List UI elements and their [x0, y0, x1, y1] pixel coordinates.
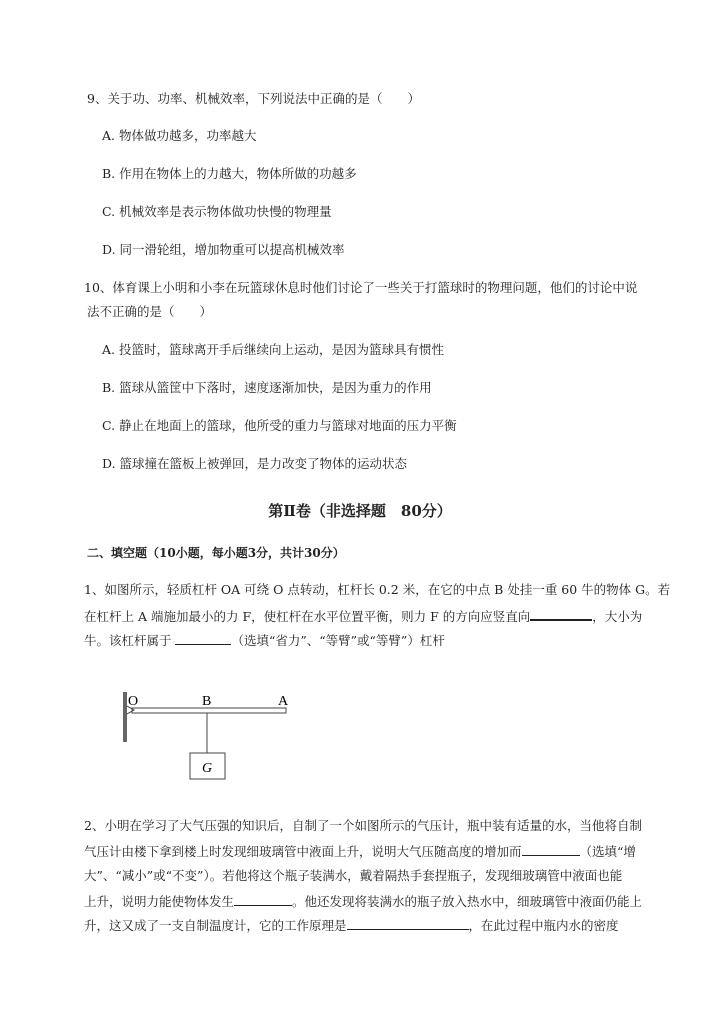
answer-blank[interactable]: [347, 917, 469, 930]
label-b: B: [202, 694, 212, 709]
subsection-heading: 二、填空题（10小题，每小题3分，共计30分）: [87, 546, 345, 560]
text: 牛。该杠杆属于: [84, 633, 176, 648]
q9-option-b: B. 作用在物体上的力越大，物体所做的功越多: [102, 166, 357, 181]
text: （选填“省力”、“等臂”或“等臂”）杠杆: [231, 633, 445, 648]
text: 升，这又成了一支自制温度计，它的工作原理是: [84, 918, 347, 933]
fill-q1-line3: [84, 632, 445, 649]
answer-blank[interactable]: [234, 893, 292, 906]
q10-option-a: A. 投篮时，篮球离开手后继续向上运动，是因为篮球具有惯性: [102, 342, 444, 357]
text: 。他还发现将装满水的瓶子放入热水中，细玻璃管中液面仍能上: [292, 894, 643, 909]
fill-q2-line2: [84, 843, 636, 860]
fill-q2-line5: [84, 917, 619, 934]
text: 在杠杆上 A 端施加最小的力 F，使杠杆在水平位置平衡，则力 F 的方向应竖直向: [84, 609, 531, 624]
question-10-stem-line1: 10、体育课上小明和小李在玩篮球休息时他们讨论了一些关于打篮球时的物理问题，他们的讨论中说: [84, 280, 638, 295]
text: （选填“增: [579, 844, 636, 859]
wall: [123, 692, 127, 742]
label-o: O: [128, 694, 139, 709]
answer-blank[interactable]: [175, 632, 231, 645]
fill-q2-line3: 大”、“减小”或“不变”）。若他将这个瓶子装满水，戴着隔热手套捏瓶子，发现细玻璃管中液面也能: [84, 868, 623, 883]
q10-option-d: D. 篮球撞在篮板上被弹回，是力改变了物体的运动状态: [102, 456, 408, 471]
label-g: G: [202, 761, 213, 776]
fill-q1-line1: 1、如图所示，轻质杠杆 OA 可绕 O 点转动，杠杆长 0.2 米，在它的中点 B 处挂一重 60 牛的物体 G。若: [84, 582, 671, 597]
fill-q1-line2: [84, 607, 642, 625]
question-9-stem: 9、关于功、功率、机械效率，下列说法中正确的是（ ）: [87, 91, 420, 106]
q10-option-c: C. 静止在地面上的篮球，他所受的重力与篮球对地面的压力平衡: [102, 418, 457, 433]
text: ，在此过程中瓶内水的密度: [468, 918, 619, 933]
q9-option-c: C. 机械效率是表示物体做功快慢的物理量: [102, 204, 332, 219]
fill-q2-line1: 2、小明在学习了大气压强的知识后，自制了一个如图所示的气压计，瓶中装有适量的水，当他将自制: [84, 818, 642, 833]
text: 气压计由楼下拿到楼上时发现细玻璃管中液面上升，说明大气压随高度的增加而: [84, 844, 522, 859]
answer-blank[interactable]: [530, 607, 592, 621]
fill-q2-line4: [84, 893, 642, 910]
answer-blank[interactable]: [522, 843, 580, 856]
q9-option-d: D. 同一滑轮组，增加物重可以提高机械效率: [102, 242, 345, 257]
label-a: A: [278, 694, 289, 709]
lever-diagram: [120, 690, 300, 785]
question-10-stem-line2: 法不正确的是（ ）: [87, 304, 213, 319]
q9-option-a: A. 物体做功越多，功率越大: [102, 128, 257, 143]
text: 上升，说明力能使物体发生: [84, 894, 235, 909]
q10-option-b: B. 篮球从篮筐中下落时，速度逐渐加快，是因为重力的作用: [102, 380, 432, 395]
text: ，大小为: [592, 609, 643, 624]
section-title: 第Ⅱ卷（非选择题 80分）: [268, 502, 452, 520]
